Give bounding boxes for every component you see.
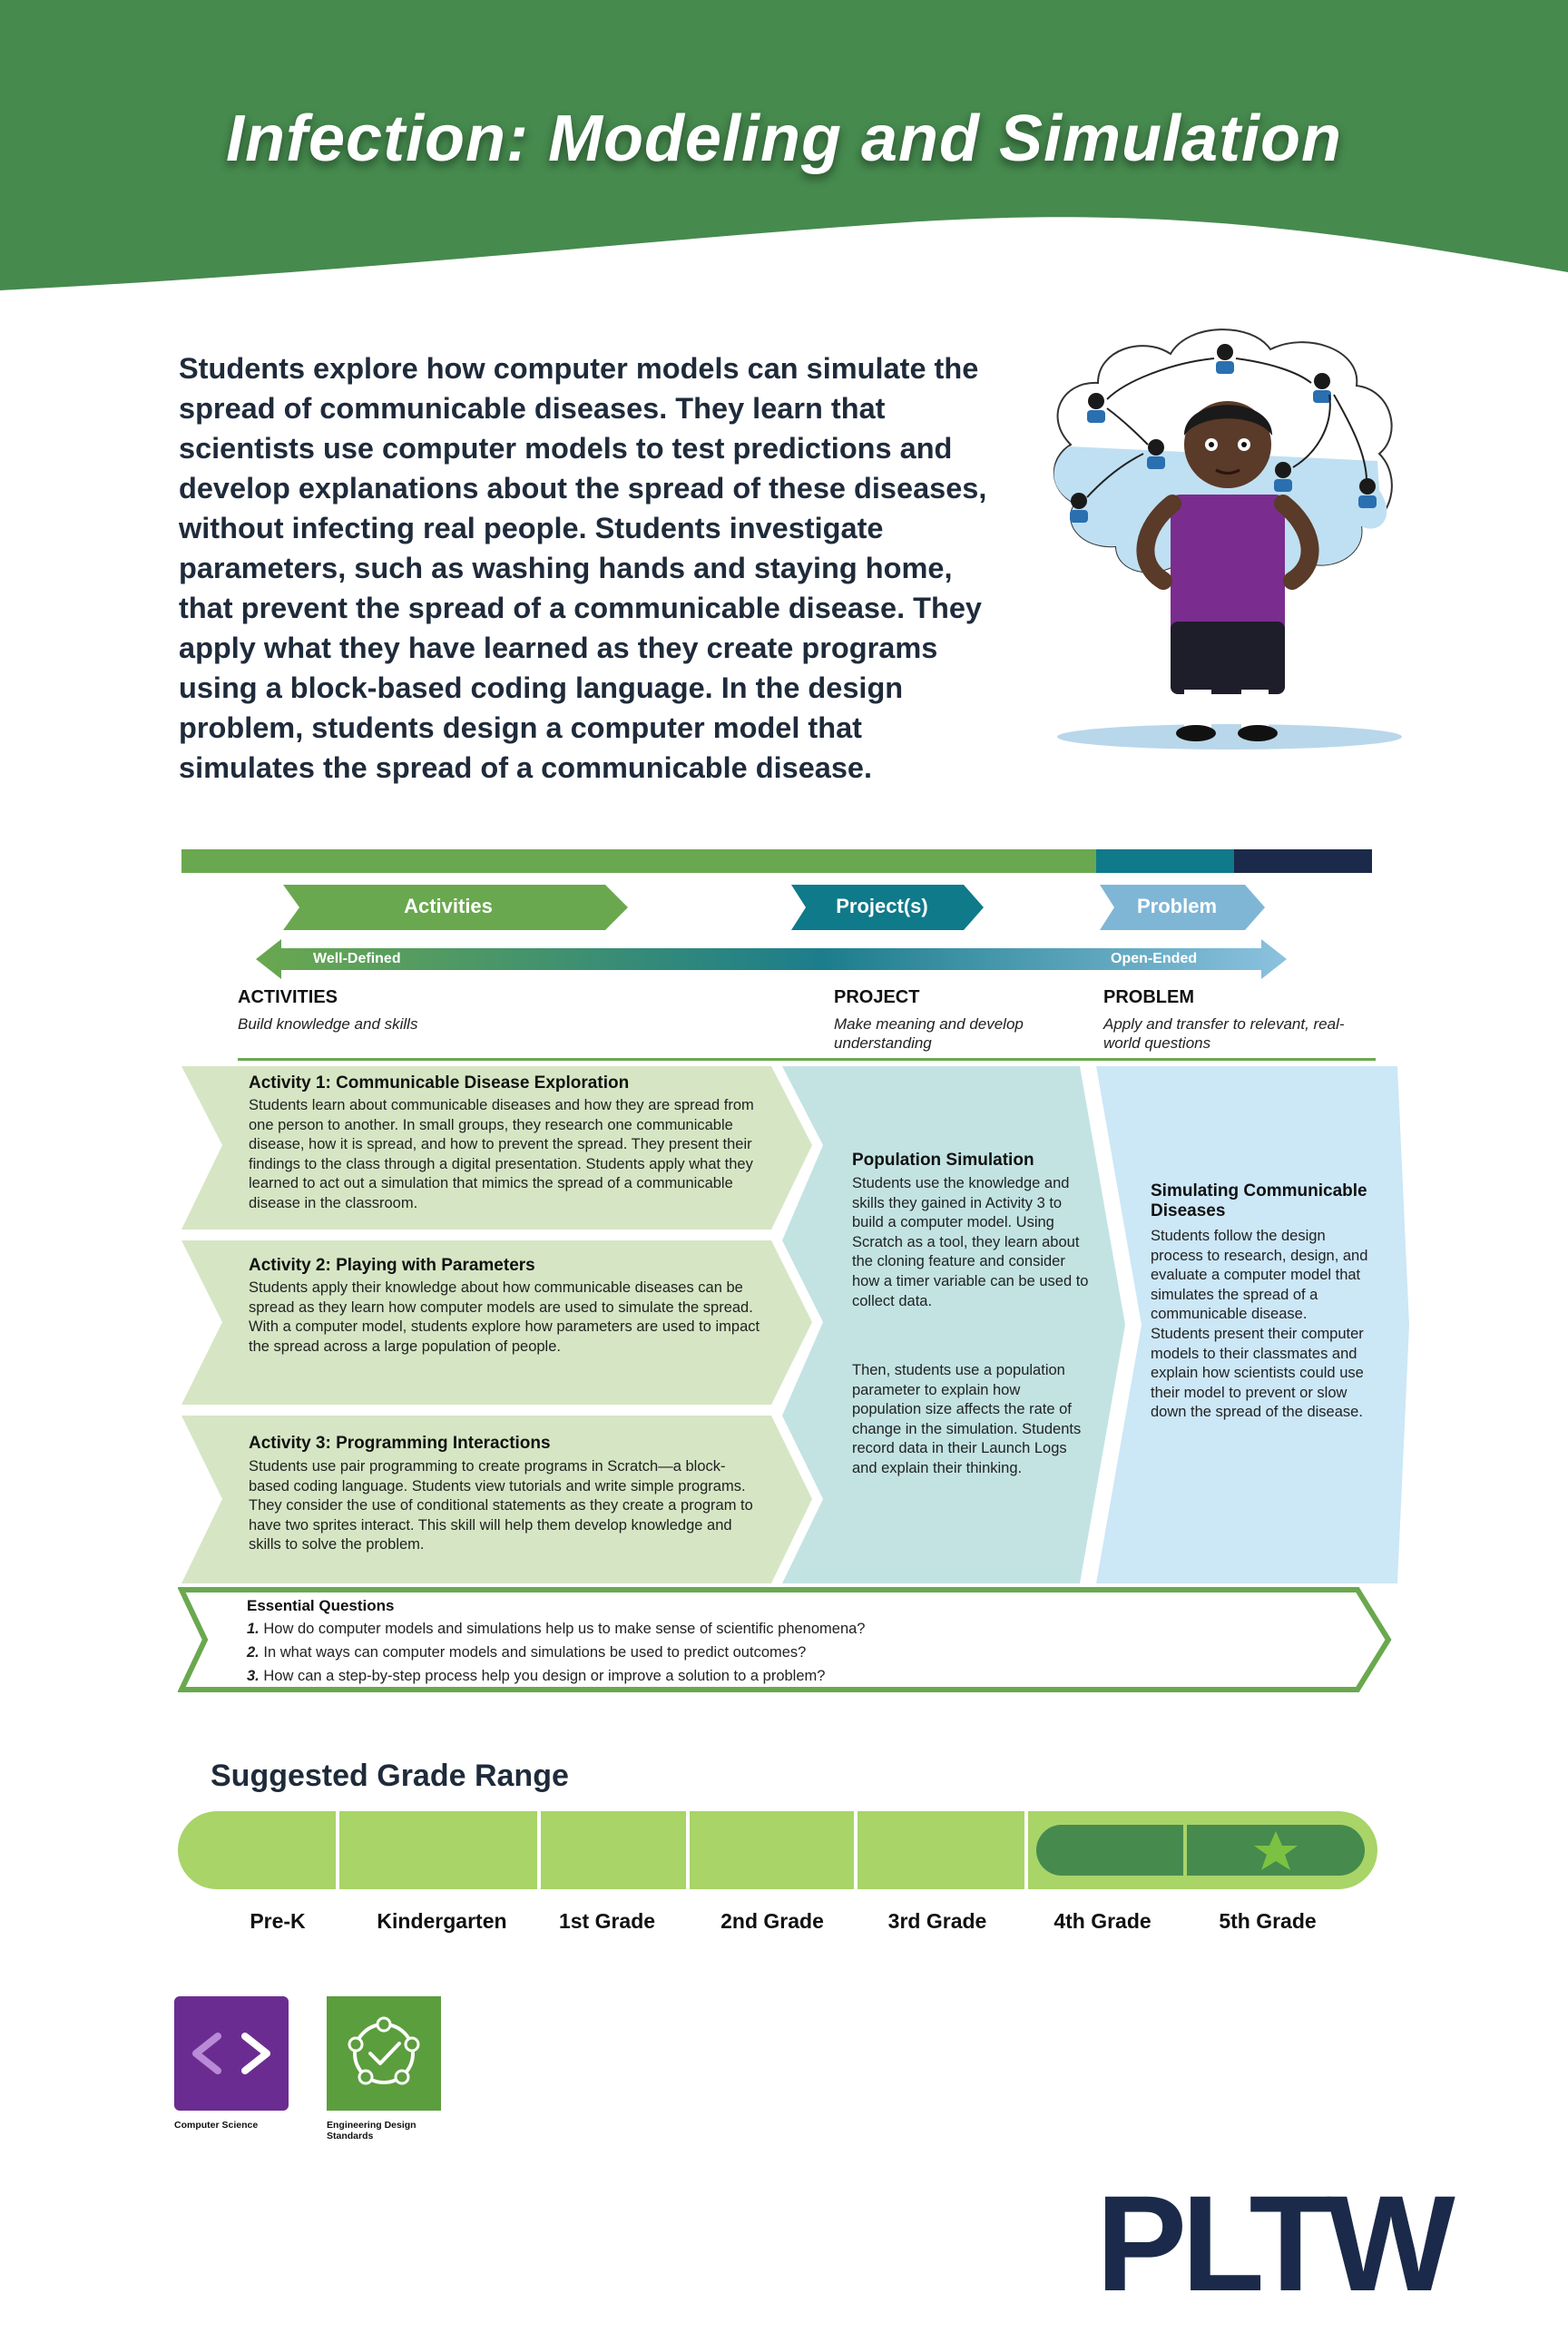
- problem-chevron-label: Problem: [1136, 895, 1218, 917]
- intro-paragraph: Students explore how computer models can simulate the spread of communicable diseases. They learn that scientists use computer models to test predictions and develop explanations about the spread of these diseases, without infecting real people. Students investigate parameters, such as washing hands and staying home, that prevent the spread of a communicable disease. They apply what they have learned as they create programs using a block-based coding language. In the design problem, students design a computer model that simulates the spread of a communicable disease.: [179, 352, 987, 784]
- activity-2-title: Activity 2: Playing with Parameters: [249, 1256, 535, 1275]
- grade-label-kindergarten: Kindergarten: [377, 1909, 507, 1933]
- continuum-bar-teal: [1096, 849, 1234, 873]
- activity-1-body: Students learn about communicable diseases and how they are spread from one person to another. In small groups, they research one communicable disease, how it is spread, and how to prevent the spread. They present their findings to the class through a digital presentation. Students apply what they learned to act out a simulation that mimics the spread of a communicable disease in the classroom.: [249, 1097, 754, 1211]
- grade-label-3rd: 3rd Grade: [887, 1909, 987, 1933]
- projects-chevron-label: Project(s): [836, 895, 928, 917]
- project-description: Make meaning and develop understanding: [834, 1015, 1024, 1052]
- essential-question-1-number: 1.: [247, 1621, 260, 1637]
- essential-questions-heading: Essential Questions: [247, 1597, 395, 1614]
- computer-science-badge-label: Computer Science: [174, 2120, 259, 2131]
- continuum-bar-navy: [1234, 849, 1372, 873]
- activity-2-body: Students apply their knowledge about how communicable diseases can be spread as they learn how computer models are used to simulate the spread. With a computer model, students explore how parameters are used to impact the spread across a large population of people.: [249, 1279, 760, 1355]
- grade-range-heading: Suggested Grade Range: [211, 1759, 569, 1793]
- essential-question-2-number: 2.: [247, 1644, 260, 1661]
- essential-question-1-text: How do computer models and simulations help us to make sense of scientific phenomena?: [263, 1621, 866, 1637]
- essential-question-3-text: How can a step-by-step process help you design or improve a solution to a problem?: [263, 1668, 826, 1684]
- project-body-1: Students use the knowledge and skills they gained in Activity 3 to build a computer model. Using Scratch as a tool, they learn about the cloning feature and consider how a timer variable can be used to collect data.: [852, 1175, 1089, 1309]
- grade-label-1st: 1st Grade: [558, 1909, 656, 1933]
- svg-text:PLTW: PLTW: [1096, 2178, 1450, 2305]
- problem-heading: PROBLEM: [1103, 987, 1194, 1007]
- page-title: Infection: Modeling and Simulation: [226, 103, 1342, 175]
- grade-label-pre-k: Pre-K: [250, 1909, 306, 1933]
- project-heading: PROJECT: [834, 987, 920, 1007]
- grade-label-5th: 5th Grade: [1219, 1909, 1317, 1933]
- activities-heading: ACTIVITIES: [238, 987, 338, 1007]
- grade-label-2nd: 2nd Grade: [720, 1909, 824, 1933]
- activity-3-title: Activity 3: Programming Interactions: [249, 1434, 551, 1453]
- activities-chevron-label: Activities: [404, 895, 493, 917]
- computer-science-badge: [174, 1996, 289, 2111]
- essential-question-3: [247, 1668, 825, 1685]
- grade-range-bar: [178, 1811, 1377, 1889]
- essential-question-2: [247, 1644, 806, 1661]
- activity-1-title: Activity 1: Communicable Disease Exploration: [249, 1073, 630, 1093]
- problem-description: Apply and transfer to relevant, real-world questions: [1103, 1015, 1345, 1052]
- problem-body: Students follow the design process to research, design, and evaluate a computer model that simulates the spread of a communicable disease. Students present their computer models to their classmates and explain how scientists could use their model to prevent or slow down the spread of the disease.: [1151, 1228, 1368, 1421]
- problem-title: Simulating Communicable Diseases: [1151, 1181, 1367, 1220]
- well-defined-label: Well-Defined: [313, 951, 401, 966]
- grade-label-4th: 4th Grade: [1054, 1909, 1152, 1933]
- activity-3-body: Students use pair programming to create programs in Scratch—a block-based coding language. Students view tutorials and write simple programs. They consider the use of conditional statements as they create a program to have two sprites interact. This skill will help them develop knowledge and skills to solve the problem.: [249, 1458, 753, 1553]
- activities-description: Build knowledge and skills: [238, 1015, 418, 1033]
- pltw-logo: [1096, 2178, 1514, 2305]
- phase-divider: [238, 1058, 1376, 1061]
- essential-question-2-text: In what ways can computer models and simulations be used to predict outcomes?: [263, 1644, 807, 1661]
- essential-question-3-number: 3.: [247, 1668, 260, 1684]
- engineering-design-badge-label: Engineering Design Standards: [327, 2120, 416, 2141]
- student-thinking-illustration: [1034, 309, 1416, 753]
- grade-range-highlight: [1036, 1825, 1365, 1876]
- open-ended-label: Open-Ended: [1111, 951, 1198, 966]
- project-title: Population Simulation: [852, 1151, 1034, 1170]
- project-body-2: Then, students use a population parameter to explain how population size affects the rate of change in the simulation. Students record data in their Launch Logs and explain their thinking.: [852, 1362, 1082, 1476]
- engineering-design-badge: [327, 1996, 441, 2111]
- essential-question-1: [247, 1621, 865, 1638]
- continuum-bar-green: [181, 849, 1096, 873]
